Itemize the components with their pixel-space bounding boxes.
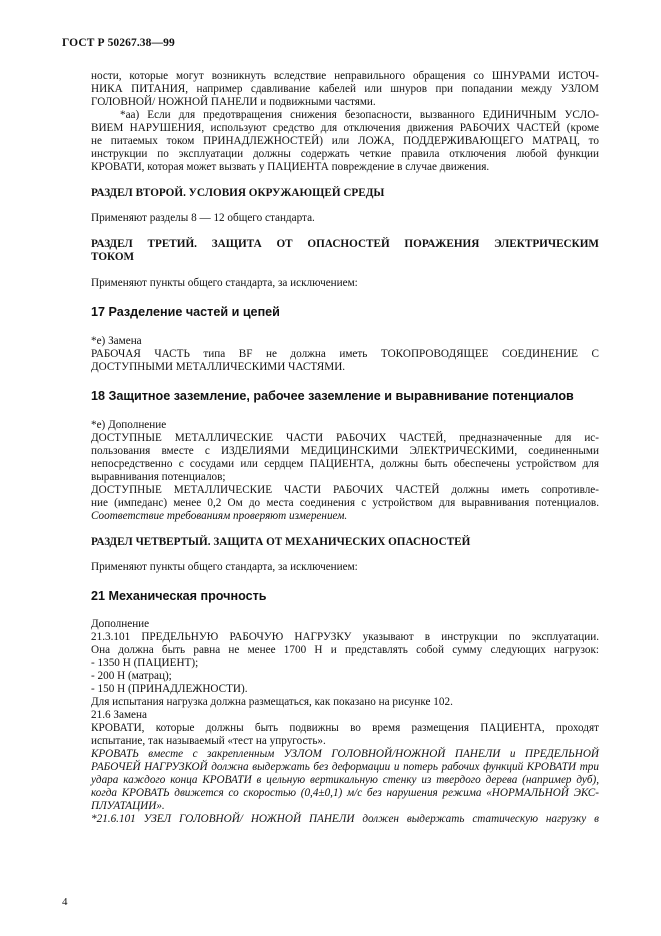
section-heading: РАЗДЕЛ ЧЕТВЕРТЫЙ. ЗАЩИТА ОТ МЕХАНИЧЕСКИХ ОПАСНОСТЕЙ (91, 536, 471, 548)
text-line: КРОВАТИ, которые должны быть подвижны во время размещения ПАЦИЕНТА, проходят (91, 722, 599, 734)
text-line: выравнивания потенциалов; (91, 471, 226, 483)
text-line: 21.6 Замена (91, 709, 147, 721)
text-line: Применяют пункты общего стандарта, за исключением: (91, 561, 358, 573)
text-line: *аа) Если для предотвращения снижения безопасности, вызванного ЕДИНИЧНЫМ УСЛО- (120, 109, 599, 121)
text-line: удара каждого конца КРОВАТИ в цельную вертикальную стенку из твердого дерева (например дуб), (91, 774, 599, 786)
text-line: Применяют пункты общего стандарта, за исключением: (91, 277, 358, 289)
text-line: Применяют разделы 8 — 12 общего стандарта. (91, 212, 315, 224)
text-line: когда КРОВАТЬ движется со скоростью (0,4±0,1) м/с без нарушения режима «НОРМАЛЬНОЙ ЭКС- (91, 787, 599, 799)
text-line: - 200 Н (матрац); (91, 670, 172, 682)
text-line: ние (импеданс) менее 0,2 Ом до места соединения с устройством для выравнивания потенциалов. (91, 497, 599, 509)
text-line: - 150 Н (ПРИНАДЛЕЖНОСТИ). (91, 683, 248, 695)
standard-header: ГОСТ Р 50267.38—99 (62, 37, 175, 49)
text-line: испытание, так называемый «тест на упругость». (91, 735, 326, 747)
text-line: ДОСТУПНЫЕ МЕТАЛЛИЧЕСКИЕ ЧАСТИ РАБОЧИХ ЧАСТЕЙ, предназначенные для ис- (91, 432, 599, 444)
text-line: РАБОЧАЯ ЧАСТЬ типа BF не должна иметь ТОКОПРОВОДЯЩЕЕ СОЕДИНЕНИЕ С (91, 348, 599, 360)
text-line: Она должна быть равна не менее 1700 Н и представлять собой сумму следующих нагрузок: (91, 644, 599, 656)
page-number: 4 (62, 896, 68, 908)
text-line: *21.6.101 УЗЕЛ ГОЛОВНОЙ/ НОЖНОЙ ПАНЕЛИ должен выдержать статическую нагрузку в (91, 813, 599, 825)
text-line: пользования вместе с ИЗДЕЛИЯМИ МЕДИЦИНСКИМИ ЭЛЕКТРИЧЕСКИМИ, соединенными (91, 445, 599, 457)
section-heading: РАЗДЕЛ ВТОРОЙ. УСЛОВИЯ ОКРУЖАЮЩЕЙ СРЕДЫ (91, 187, 385, 199)
text-line: НИКА ПИТАНИЯ, например сдавливание кабелей или шнуров при попадании между УЗЛОМ (91, 83, 599, 95)
text-line: *е) Дополнение (91, 419, 167, 431)
text-line: ДОСТУПНЫЕ МЕТАЛЛИЧЕСКИЕ ЧАСТИ РАБОЧИХ ЧАСТЕЙ должны иметь сопротивле- (91, 484, 599, 496)
text-line: ВИЕМ НАРУШЕНИЯ, используют средство для отключения движения РАБОЧИХ ЧАСТЕЙ (кроме (91, 122, 599, 134)
text-line: непосредственно с сосудами или сердцем ПАЦИЕНТА, должны быть обеспечены устройством для (91, 458, 599, 470)
section-heading: РАЗДЕЛ ТРЕТИЙ. ЗАЩИТА ОТ ОПАСНОСТЕЙ ПОРАЖЕНИЯ ЭЛЕКТРИЧЕСКИМ (91, 238, 599, 250)
clause-heading: 17 Разделение частей и цепей (91, 305, 280, 319)
text-line: ГОЛОВНОЙ/ НОЖНОЙ ПАНЕЛИ и подвижными частями. (91, 96, 376, 108)
section-heading: ТОКОМ (91, 251, 135, 263)
clause-heading: 18 Защитное заземление, рабочее заземление и выравнивание потенциалов (91, 389, 574, 403)
text-line: не питаемых током ПРИНАДЛЕЖНОСТЕЙ) или ЛОЖА, ПОДДЕРЖИВАЮЩЕГО МАТРАЦ, то (91, 135, 599, 147)
text-line: КРОВАТИ, которая может вызвать у ПАЦИЕНТА повреждение в случае движения. (91, 161, 490, 173)
text-line: инструкции по эксплуатации должны содержать четкие правила отключения любой функции (91, 148, 599, 160)
text-line: ДОСТУПНЫМИ МЕТАЛЛИЧЕСКИМИ ЧАСТЯМИ. (91, 361, 346, 373)
text-line: - 1350 Н (ПАЦИЕНТ); (91, 657, 199, 669)
text-line: Соответствие требованиям проверяют измерением. (91, 510, 348, 522)
text-line: 21.3.101 ПРЕДЕЛЬНУЮ РАБОЧУЮ НАГРУЗКУ указывают в инструкции по эксплуатации. (91, 631, 599, 643)
text-line: ПЛУАТАЦИИ». (91, 800, 165, 812)
clause-heading: 21 Механическая прочность (91, 589, 267, 603)
text-line: РАБОЧЕЙ НАГРУЗКОЙ должна выдержать без деформации и потерь рабочих функций КРОВАТИ три (91, 761, 599, 773)
text-line: ности, которые могут возникнуть вследствие неправильного обращения со ШНУРАМИ ИСТОЧ- (91, 70, 599, 82)
text-line: Для испытания нагрузка должна размещаться, как показано на рисунке 102. (91, 696, 453, 708)
text-line: КРОВАТЬ вместе с закрепленным УЗЛОМ ГОЛОВНОЙ/НОЖНОЙ ПАНЕЛИ и ПРЕДЕЛЬНОЙ (91, 748, 599, 760)
text-line: *е) Замена (91, 335, 142, 347)
text-line: Дополнение (91, 618, 150, 630)
